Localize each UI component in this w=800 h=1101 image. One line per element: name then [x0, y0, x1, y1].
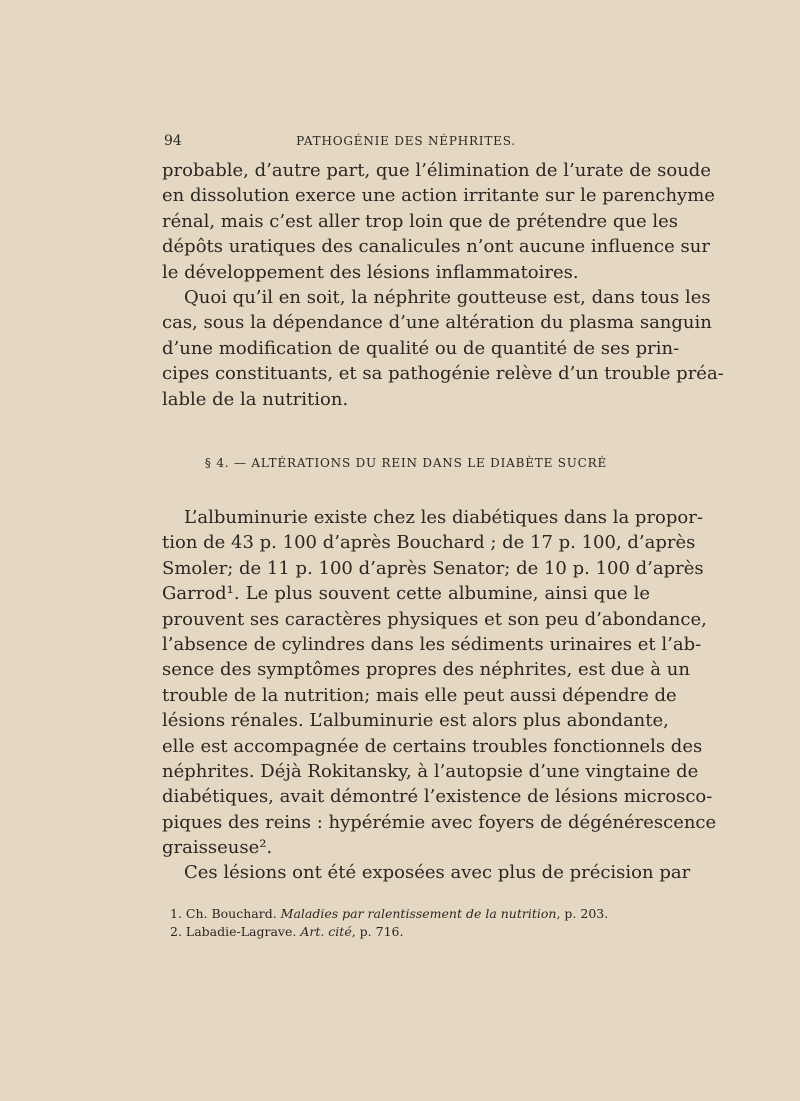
text-line: néphrites. Déjà Rokitansky, à l’autopsie d’une vingtaine de	[162, 760, 699, 782]
footnote-text: , p. 203.	[556, 906, 609, 921]
text-line: en dissolution exerce une action irritante sur le parenchyme	[162, 185, 715, 207]
page-number: 94	[164, 133, 182, 149]
text-line: trouble de la nutrition; mais elle peut aussi dépendre de	[162, 684, 677, 706]
text-line: prouvent ses caractères physiques et son peu d’abondance,	[162, 608, 707, 630]
text-line: Ces lésions ont été exposées avec plus de précision par	[184, 862, 691, 884]
text-line: Garrod¹. Le plus souvent cette albumine, ainsi que le	[162, 583, 650, 605]
footnote-text: 1. Ch. Bouchard.	[170, 906, 281, 921]
paragraph	[162, 505, 717, 860]
footnote-title: Maladies par ralentissement de la nutrition	[280, 906, 557, 921]
body-text-top	[162, 158, 724, 412]
section-heading: § 4. — ALTÉRATIONS DU REIN DANS LE DIABÈTE SUCRÉ	[204, 456, 608, 470]
text-line: dépôts uratiques des canalicules n’ont aucune influence sur	[162, 236, 710, 258]
footnote-text: 2. Labadie-Lagrave.	[170, 924, 301, 939]
page-header	[164, 133, 648, 153]
text-line: Smoler; de 11 p. 100 d’après Senator; de 10 p. 100 d’après	[162, 557, 704, 579]
text-line: L’albuminurie existe chez les diabétiques dans la propor-	[184, 507, 703, 528]
paragraph	[162, 285, 724, 412]
footnote	[170, 905, 650, 923]
text-line: piques des reins : hypérémie avec foyers de dégénérescence	[162, 811, 717, 833]
text-line: rénal, mais c’est aller trop loin que de prétendre que les	[162, 210, 679, 232]
text-line: l’absence de cylindres dans les sédiments urinaires et l’ab-	[162, 633, 702, 655]
paragraph	[162, 860, 691, 885]
running-title: PATHOGÉNIE DES NÉPHRITES.	[296, 134, 516, 148]
paragraph	[162, 158, 715, 285]
body-text-bottom	[162, 505, 717, 886]
text-line: cipes constituants, et sa pathogénie relève d’un trouble préa-	[162, 363, 724, 385]
text-line: d’une modification de qualité ou de quantité de ses prin-	[162, 337, 680, 359]
text-line: lable de la nutrition.	[162, 388, 349, 410]
footnote-text: , p. 716.	[351, 924, 404, 939]
text-line: diabétiques, avait démontré l’existence de lésions microsco-	[162, 786, 713, 808]
footnotes	[170, 905, 650, 941]
text-line: graisseuse².	[162, 837, 273, 859]
text-line: tion de 43 p. 100 d’après Bouchard ; de 17 p. 100, d’après	[162, 532, 696, 554]
text-line: le développement des lésions inflammatoires.	[162, 261, 579, 283]
text-line: sence des symptômes propres des néphrites, est due à un	[162, 659, 690, 681]
footnote	[170, 923, 650, 941]
text-line: elle est accompagnée de certains troubles fonctionnels des	[162, 735, 703, 757]
text-line: probable, d’autre part, que l’élimination de l’urate de soude	[162, 160, 711, 181]
text-line: lésions rénales. L’albuminurie est alors plus abondante,	[162, 710, 669, 732]
text-line: Quoi qu’il en soit, la néphrite goutteuse est, dans tous les	[184, 286, 711, 308]
footnote-title: Art. cité	[300, 924, 352, 939]
text-line: cas, sous la dépendance d’une altération du plasma sanguin	[162, 312, 712, 334]
